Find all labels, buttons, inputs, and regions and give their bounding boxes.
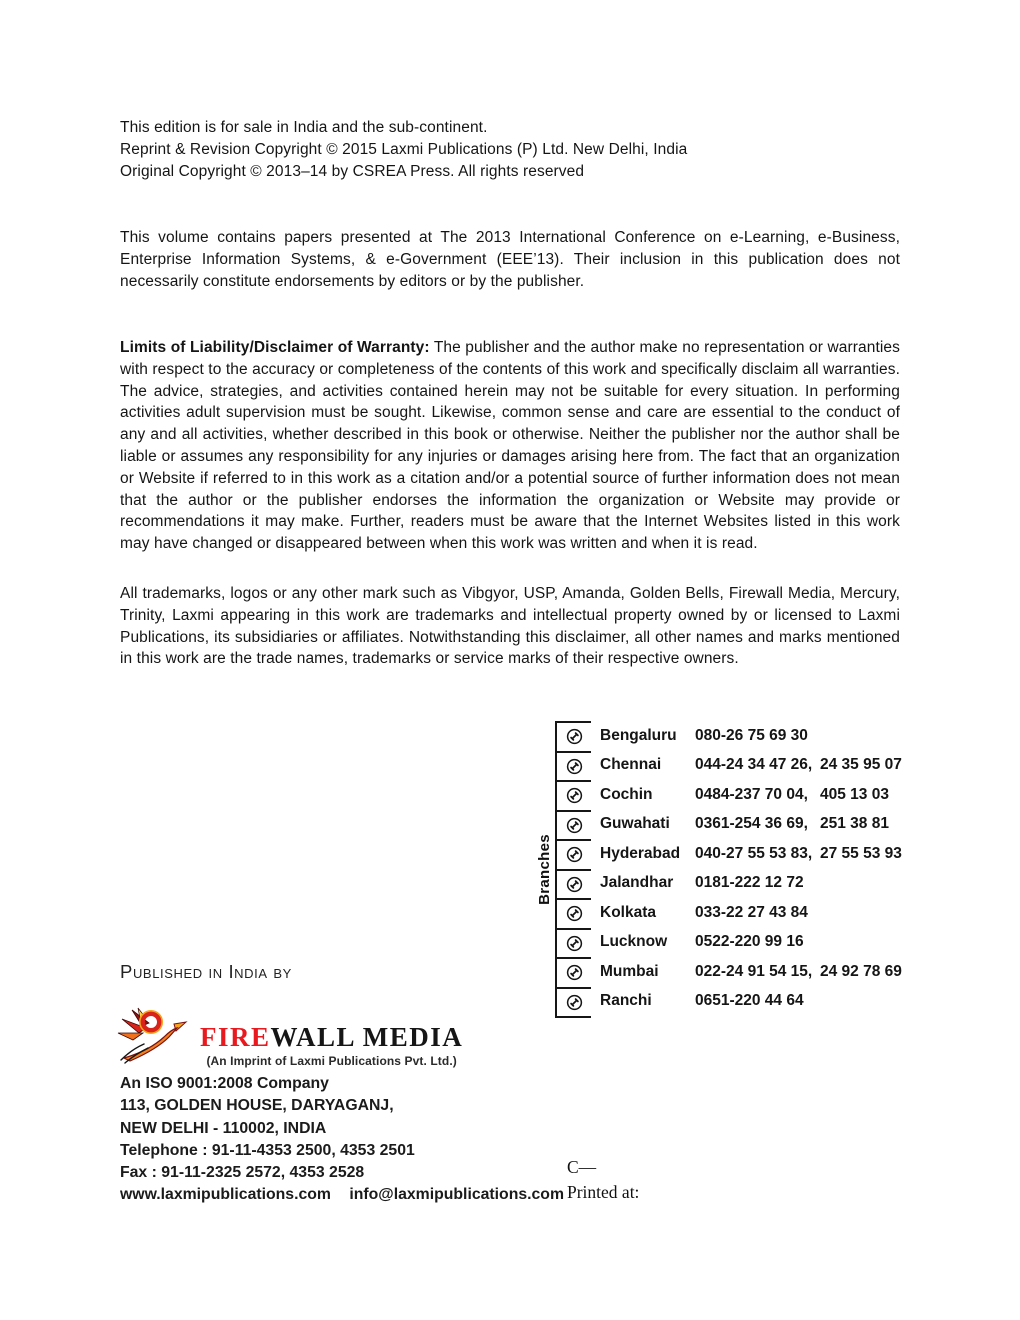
branch-phone-alt: 251 38 81 xyxy=(820,815,889,833)
branch-city: Mumbai xyxy=(600,962,659,980)
fax-line: Fax : 91-11-2325 2572, 4353 2528 xyxy=(120,1164,365,1182)
branch-city: Cochin xyxy=(600,785,653,803)
branch-phone-alt: 24 92 78 69 xyxy=(820,962,902,980)
branch-phone: 033-22 27 43 84 xyxy=(695,903,808,921)
website-link[interactable]: www.laxmipublications.com xyxy=(120,1186,331,1204)
phone-icon xyxy=(566,787,583,804)
branches-rows xyxy=(555,721,902,1018)
branch-phone: 022-24 91 54 15, xyxy=(695,962,813,980)
branch-city: Chennai xyxy=(600,756,662,774)
branch-phone-alt: 405 13 03 xyxy=(820,785,889,803)
phone-icon xyxy=(566,758,583,775)
phone-icon xyxy=(566,876,583,893)
volume-paragraph: This volume contains papers presented at The 2013 International Conference on e-Learning, e-Business, Enterprise Information Systems, & e-Government (EEE’13). Their inclusion in this publication does not necessarily constitute endorsements by editors or by the publisher. xyxy=(120,229,900,290)
branch-row xyxy=(557,780,902,810)
branch-icon-cell xyxy=(557,869,591,899)
branch-icon-cell xyxy=(557,780,591,810)
branch-icon-cell xyxy=(557,751,591,781)
iso-company-line: An ISO 9001:2008 Company xyxy=(120,1075,329,1092)
branch-phone-alt: 27 55 53 93 xyxy=(820,844,902,862)
branch-city: Hyderabad xyxy=(600,844,681,862)
firewall-media-wordmark xyxy=(200,1024,463,1051)
publisher-address xyxy=(120,1073,580,1207)
wordmark-rest: WALL MEDIA xyxy=(270,1022,464,1052)
original-copyright-line: Original Copyright © 2013–14 by CSREA Press. All rights reserved xyxy=(120,162,585,180)
branch-row xyxy=(557,987,902,1017)
branch-phone: 044-24 34 47 26, xyxy=(695,756,813,774)
firewall-media-logo xyxy=(116,1006,463,1068)
disclaimer-lead: Limits of Liability/Disclaimer of Warranty: xyxy=(120,339,430,356)
wordmark-fire: FIRE xyxy=(200,1022,271,1052)
branch-city: Jalandhar xyxy=(600,874,674,892)
printing-info xyxy=(567,1155,639,1205)
web-contact-line xyxy=(120,1184,580,1206)
published-in-india-by: Published in India by xyxy=(120,961,292,982)
branch-phone-alt: 24 35 95 07 xyxy=(820,756,902,774)
disclaimer-paragraph xyxy=(120,337,900,555)
edition-notice xyxy=(120,117,900,182)
branch-city: Ranchi xyxy=(600,992,652,1010)
branch-phone: 0651-220 44 64 xyxy=(695,992,804,1010)
phone-icon xyxy=(566,817,583,834)
branch-phone: 040-27 55 53 83, xyxy=(695,844,813,862)
branch-city: Guwahati xyxy=(600,815,670,833)
edition-line: This edition is for sale in India and the sub-continent. xyxy=(120,119,488,136)
branch-icon-cell xyxy=(557,839,591,869)
branch-phone: 080-26 75 69 30 xyxy=(695,726,808,744)
branch-row xyxy=(557,928,902,958)
branch-icon-cell xyxy=(557,721,591,751)
branch-row xyxy=(557,721,902,751)
branch-icon-cell xyxy=(557,987,591,1017)
branch-row xyxy=(557,810,902,840)
phone-icon xyxy=(566,994,583,1011)
printed-at-label: Printed at: xyxy=(567,1182,640,1202)
branch-row xyxy=(557,898,902,928)
phone-icon xyxy=(566,935,583,952)
branch-icon-cell xyxy=(557,928,591,958)
branch-icon-cell xyxy=(557,957,591,987)
branches-label: Branches xyxy=(536,834,554,905)
phone-icon xyxy=(566,728,583,745)
trademarks-paragraph: All trademarks, logos or any other mark such as Vibgyor, USP, Amanda, Golden Bells, Firewall Media, Mercury, Trinity, Laxmi appearing in this work are trademarks and intellectual property owned by or licensed to Laxmi Publications, its subsidiaries or affiliates. Notwithstanding this disclaimer, all other names and marks mentioned in this work are the trade names, trademarks or service marks of their respective owners. xyxy=(120,585,900,668)
city-line: NEW DELHI - 110002, INDIA xyxy=(120,1119,327,1137)
disclaimer-body: The publisher and the author make no representation or warranties with respect to the accuracy or completeness of the contents of this work and specifically disclaim all warranties. The advice, strategies, and activities contained herein may not be suitable for every situation. In performing activities adult supervision must be sought. Likewise, common sense and care are essential to the conduct of any and all activities, whether described in this book or otherwise. Neither the publisher nor the author shall be liable or assumes any responsibility for any injuries or damages arising here from. The fact that an organization or Website if referred to in this work as a citation and/or a potential source of further information does not mean that the author or the publisher endorses the information the organization or Website may provide or recommendations it may make. Further, readers must be aware that the Internet Websites listed in this work may have changed or disappeared between when this work was written and when it is read. xyxy=(120,339,900,553)
phone-icon xyxy=(566,964,583,981)
reprint-copyright-line: Reprint & Revision Copyright © 2015 Laxmi Publications (P) Ltd. New Delhi, India xyxy=(120,140,688,158)
printing-code: C— xyxy=(567,1157,597,1177)
branch-icon-cell xyxy=(557,898,591,928)
branch-row xyxy=(557,751,902,781)
street-line: 113, GOLDEN HOUSE, DARYAGANJ, xyxy=(120,1097,394,1115)
phone-icon xyxy=(566,846,583,863)
branch-row xyxy=(557,839,902,869)
branch-phone: 0522-220 99 16 xyxy=(695,933,804,951)
branch-city: Kolkata xyxy=(600,903,656,921)
branch-city: Lucknow xyxy=(600,933,668,951)
logo-imprint: (An Imprint of Laxmi Publications Pvt. Ltd.) xyxy=(206,1054,457,1068)
email-link[interactable]: info@laxmipublications.com xyxy=(349,1186,565,1204)
phone-icon xyxy=(566,905,583,922)
branch-row xyxy=(557,869,902,899)
branch-city: Bengaluru xyxy=(600,726,677,744)
telephone-line: Telephone : 91-11-4353 2500, 4353 2501 xyxy=(120,1141,415,1159)
branch-phone: 0181-222 12 72 xyxy=(695,874,804,892)
branch-phone: 0361-254 36 69, xyxy=(695,815,808,833)
branch-icon-cell xyxy=(557,810,591,840)
logo-text xyxy=(200,1024,463,1068)
branches-table xyxy=(534,721,902,1018)
phoenix-logo-icon xyxy=(116,1006,198,1064)
branches-label-wrap xyxy=(534,721,555,1018)
branch-row xyxy=(557,957,902,987)
branch-phone: 0484-237 70 04, xyxy=(695,785,808,803)
